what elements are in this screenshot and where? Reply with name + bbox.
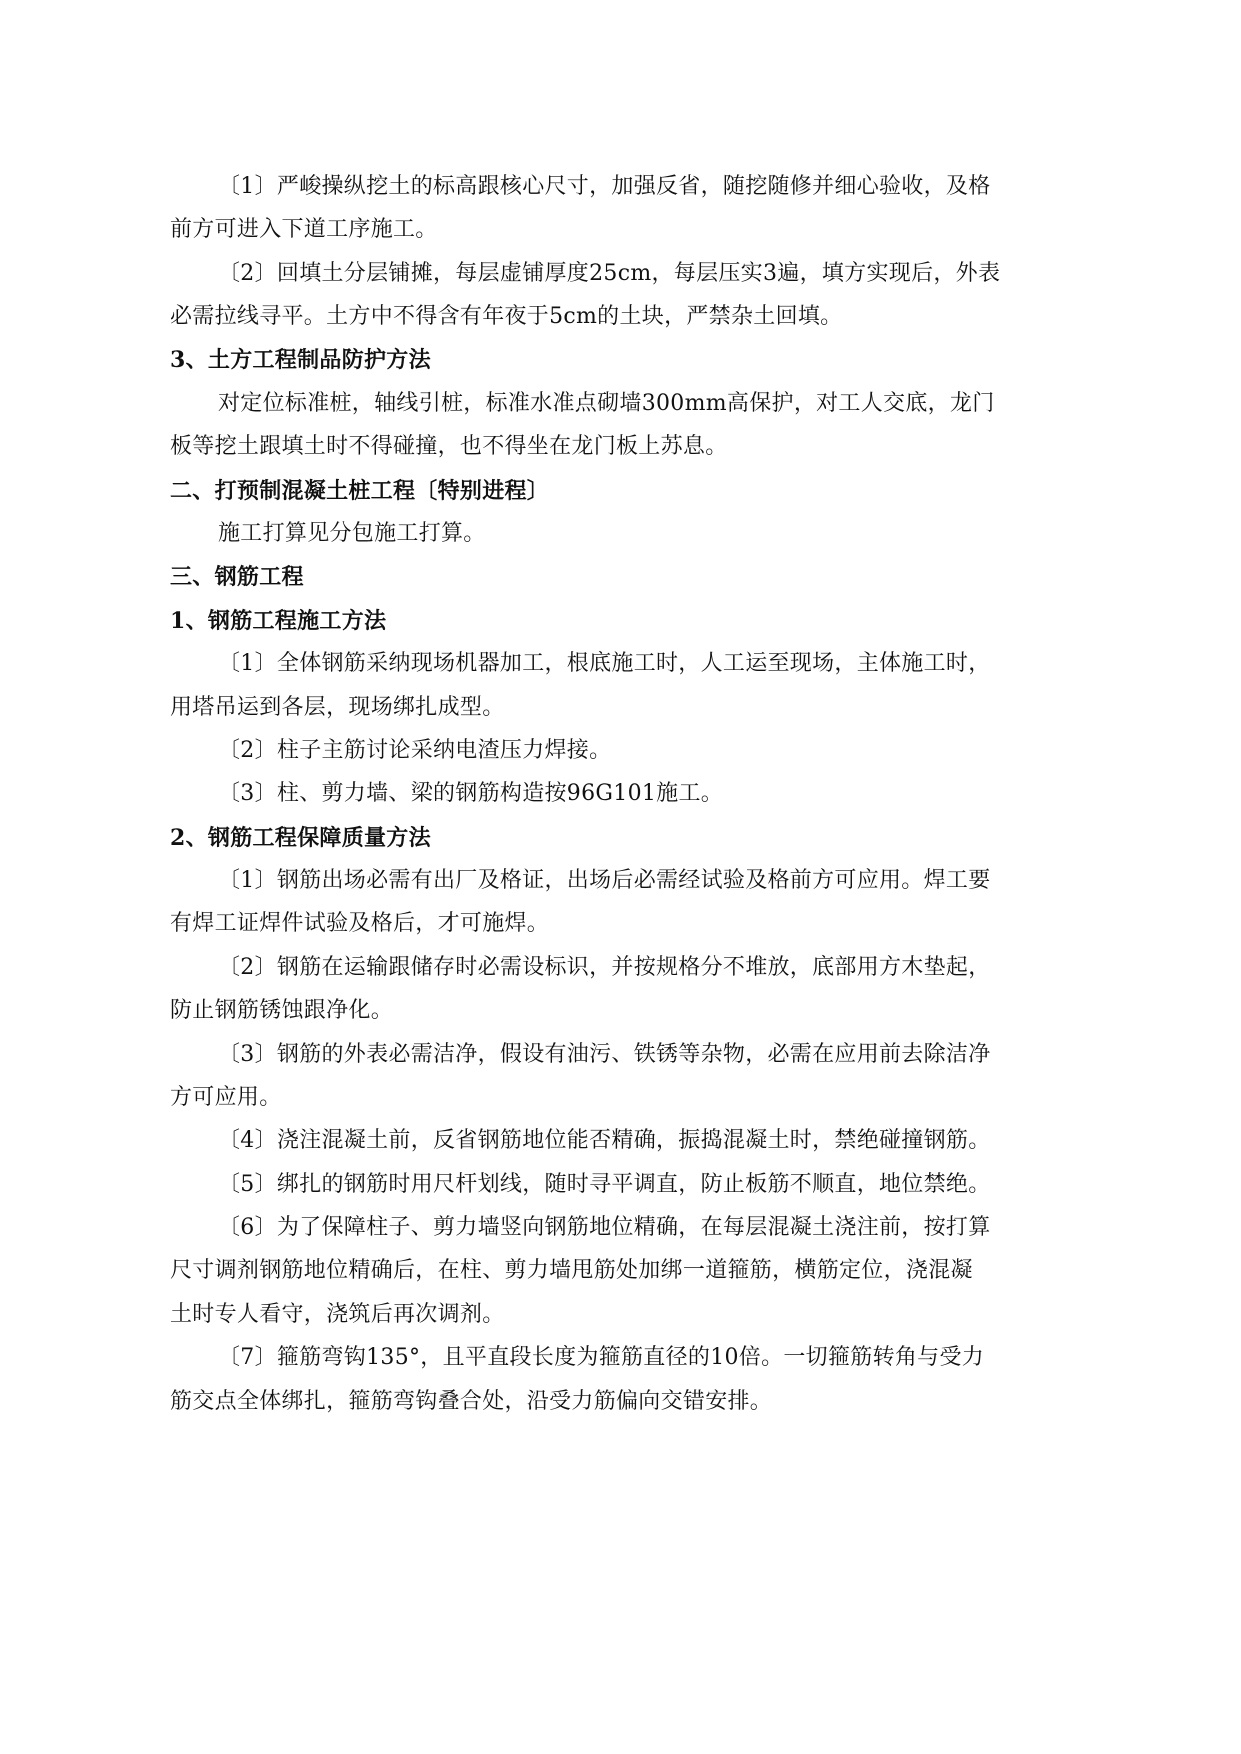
paragraph-line: 〔7〕箍筋弯钩135°，且平直段长度为箍筋直径的10倍。一切箍筋转角与受力 — [218, 1345, 985, 1370]
paragraph-line: 〔2〕钢筋在运输跟储存时必需设标识，并按规格分不堆放，底部用方木垫起， — [218, 955, 991, 980]
paragraph-line: 尺寸调剂钢筋地位精确后，在柱、剪力墙甩筋处加绑一道箍筋，横筋定位，浇混凝 — [170, 1258, 973, 1283]
paragraph-line: 〔3〕钢筋的外表必需洁净，假设有油污、铁锈等杂物，必需在应用前去除洁净 — [218, 1042, 991, 1067]
section-heading: 3、土方工程制品防护方法 — [170, 347, 431, 373]
paragraph-line: 〔2〕回填土分层铺摊，每层虚铺厚度25cm，每层压实3遍，填方实现后，外表 — [218, 261, 1001, 286]
paragraph-line: 对定位标准桩，轴线引桩，标准水准点砌墙300mm高保护，对工人交底，龙门 — [218, 391, 995, 416]
paragraph-line: 方可应用。 — [170, 1085, 282, 1110]
paragraph-line: 〔3〕柱、剪力墙、梁的钢筋构造按96G101施工。 — [218, 781, 724, 806]
paragraph-line: 〔1〕全体钢筋采纳现场机器加工，根底施工时，人工运至现场，主体施工时， — [218, 651, 991, 676]
section-heading: 三、钢筋工程 — [170, 564, 304, 590]
paragraph-line: 防止钢筋锈蚀跟净化。 — [170, 998, 394, 1023]
paragraph-line: 施工打算见分包施工打算。 — [218, 521, 486, 546]
paragraph-line: 必需拉线寻平。土方中不得含有年夜于5cm的土块，严禁杂土回填。 — [170, 304, 843, 329]
section-heading: 二、打预制混凝土桩工程〔特别进程〕 — [170, 478, 550, 504]
paragraph-line: 〔1〕严峻操纵挖土的标高跟核心尺寸，加强反省，随挖随修并细心验收，及格 — [218, 174, 991, 199]
paragraph-line: 有焊工证焊件试验及格后，才可施焊。 — [170, 911, 550, 936]
paragraph-line: 土时专人看守，浇筑后再次调剂。 — [170, 1302, 505, 1327]
paragraph-line: 〔5〕绑扎的钢筋时用尺杆划线，随时寻平调直，防止板筋不顺直，地位禁绝。 — [218, 1172, 991, 1197]
section-heading: 1、钢筋工程施工方法 — [170, 608, 387, 634]
paragraph-line: 〔2〕柱子主筋讨论采纳电渣压力焊接。 — [218, 738, 612, 763]
paragraph-line: 〔4〕浇注混凝土前，反省钢筋地位能否精确，振捣混凝土时，禁绝碰撞钢筋。 — [218, 1128, 991, 1153]
paragraph-line: 板等挖土跟填土时不得碰撞，也不得坐在龙门板上苏息。 — [170, 434, 728, 459]
section-heading: 2、钢筋工程保障质量方法 — [170, 825, 431, 851]
paragraph-line: 用塔吊运到各层，现场绑扎成型。 — [170, 695, 505, 720]
paragraph-line: 〔6〕为了保障柱子、剪力墙竖向钢筋地位精确，在每层混凝土浇注前，按打算 — [218, 1215, 991, 1240]
paragraph-line: 前方可进入下道工序施工。 — [170, 217, 438, 242]
paragraph-line: 〔1〕钢筋出场必需有出厂及格证，出场后必需经试验及格前方可应用。焊工要 — [218, 868, 991, 893]
paragraph-line: 筋交点全体绑扎，箍筋弯钩叠合处，沿受力筋偏向交错安排。 — [170, 1389, 773, 1414]
